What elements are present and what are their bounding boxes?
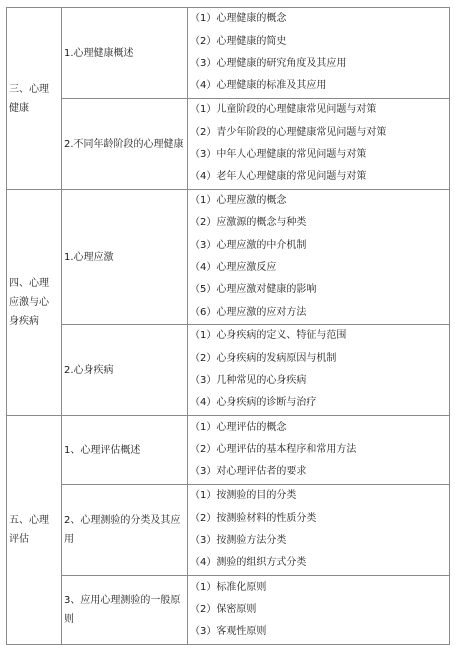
table-row [7,99,450,190]
list-item: （2）按测验材料的性质分类 [190,512,317,524]
list-item: （2）应激源的概念与种类 [190,217,307,229]
table-row [7,8,450,99]
list-item: （2）保密原则 [190,603,257,615]
list-item: （3）客观性原则 [190,626,267,638]
table-row [7,325,450,416]
subtopic-title: 2.心身疾病 [62,325,188,416]
list-item: （1）心理评估的概念 [190,421,287,433]
subtopic-title: 1.心理应激 [62,190,188,325]
table-row [7,485,450,576]
subtopic-title: 2、心理测验的分类及其应用 [62,485,188,576]
subtopic-items [188,576,450,645]
list-item: （3）按测验方法分类 [190,535,287,546]
subtopic-title: 2.不同年龄阶段的心理健康 [62,99,188,190]
list-item: （6）心理应激的应对方法 [190,306,307,318]
subtopic-title: 1、心理评估概述 [62,416,188,485]
list-item: （2）心身疾病的发病原因与机制 [190,352,337,364]
section-title: 三、心理健康 [7,8,62,190]
list-item: （3）中年人心理健康的常见问题与对策 [190,149,367,160]
table-row [7,416,450,485]
list-item: （1）心身疾病的定义、特征与范围 [190,330,347,342]
list-item: （4）心理健康的标准及其应用 [190,80,327,92]
section-title: 五、心理评估 [7,416,62,645]
list-item: （3）对心理评估者的要求 [190,466,307,478]
subtopic-items [188,325,450,416]
list-item: （1）心理健康的概念 [190,13,287,25]
list-item: （4）测验的组织方式分类 [190,557,307,569]
list-item: （1）标准化原则 [190,581,267,593]
list-item: （4）心理应激反应 [190,262,277,273]
section-title: 四、心理应激与心身疾病 [7,190,62,416]
syllabus-table [6,7,450,645]
list-item: （1）心理应激的概念 [190,195,287,207]
list-item: （2）心理评估的基本程序和常用方法 [190,443,357,455]
list-item: （1）儿童阶段的心理健康常见问题与对策 [190,104,377,116]
subtopic-items [188,485,450,576]
subtopic-items [188,8,450,99]
list-item: （2）心理健康的简史 [190,35,287,47]
list-item: （5）心理应激对健康的影响 [190,284,317,296]
list-item: （3）心理应激的中介机制 [190,239,307,251]
list-item: （4）老年人心理健康的常见问题与对策 [190,171,367,183]
subtopic-items [188,99,450,190]
list-item: （1）按测验的目的分类 [190,490,297,502]
subtopic-items [188,190,450,325]
subtopic-title: 3、应用心理测验的一般原则 [62,576,188,645]
list-item: （2）青少年阶段的心理健康常见问题与对策 [190,126,387,138]
subtopic-items [188,416,450,485]
table-row [7,576,450,645]
list-item: （3）心理健康的研究角度及其应用 [190,58,347,69]
table-row [7,190,450,325]
list-item: （4）心身疾病的诊断与治疗 [190,397,317,409]
list-item: （3）几种常见的心身疾病 [190,375,307,386]
subtopic-title: 1.心理健康概述 [62,8,188,99]
